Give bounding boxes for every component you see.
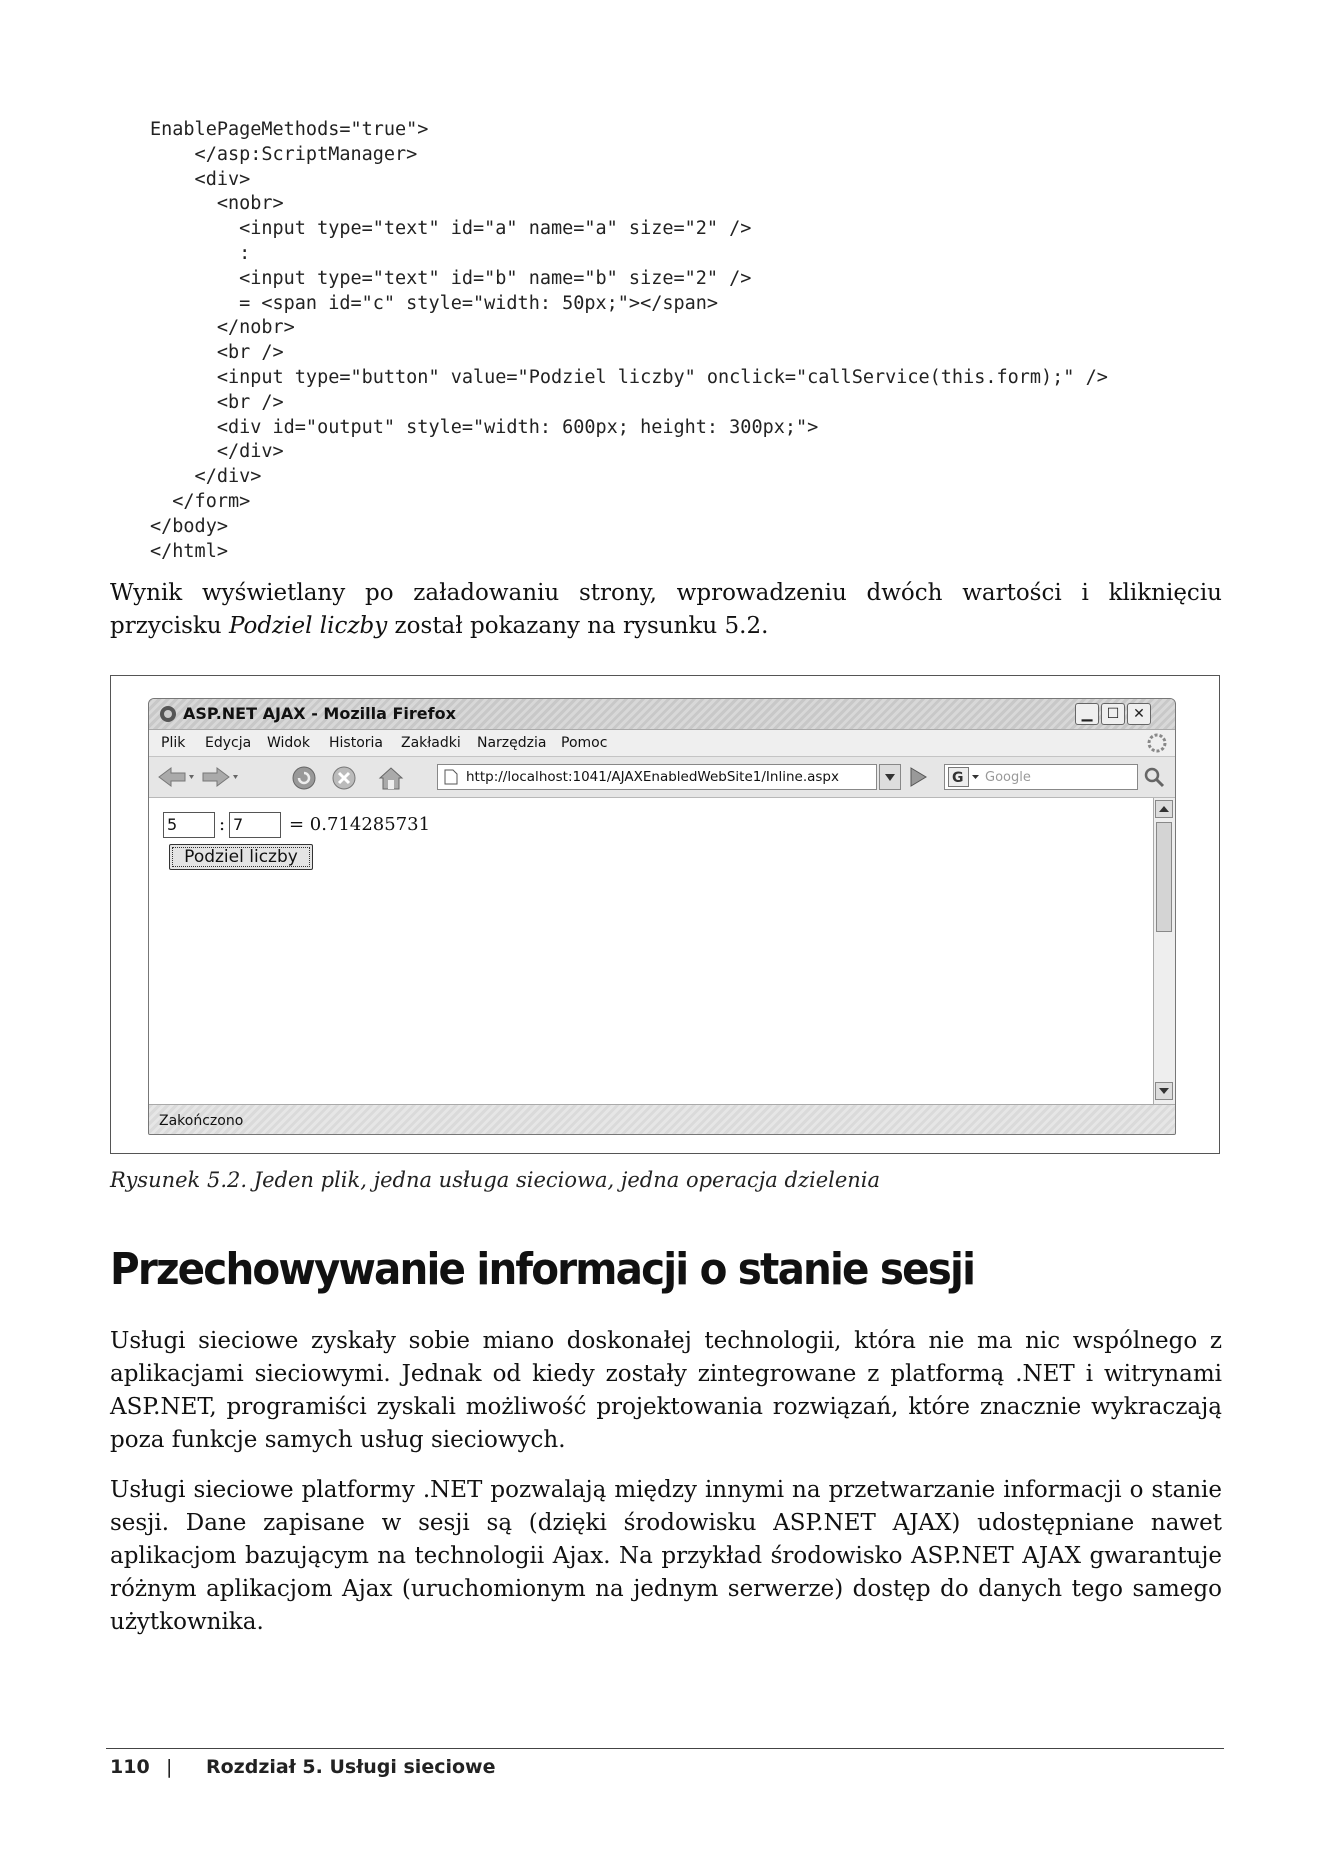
code-line: <nobr> (216, 193, 284, 215)
podziel-liczby-button[interactable]: Podziel liczby (169, 844, 313, 870)
code-line: : (239, 242, 251, 264)
scroll-up-icon[interactable] (1155, 800, 1173, 818)
menu-pomoc[interactable]: Pomoc (561, 735, 608, 751)
code-line: </nobr> (216, 317, 295, 339)
url-bar[interactable] (437, 764, 877, 790)
firefox-window (148, 698, 1176, 1135)
menu-historia[interactable]: Historia (329, 735, 383, 751)
google-engine-icon[interactable] (948, 767, 982, 787)
url-dropdown-icon[interactable] (879, 764, 901, 790)
input-a[interactable]: 5 (163, 812, 215, 838)
search-placeholder: Google (985, 770, 1031, 785)
footer-separator: | (166, 1756, 173, 1778)
separator-colon: : (219, 814, 226, 835)
section-heading: Przechowywanie informacji o stanie sesji (110, 1244, 975, 1295)
page-content (149, 798, 1153, 1104)
code-line: EnablePageMethods="true"> (150, 119, 429, 140)
page-icon (444, 769, 458, 785)
code-line: </body> (150, 515, 228, 537)
code-line: <div id="output" style="width: 600px; height: 300px;"> (216, 416, 819, 438)
code-line: </form> (172, 490, 251, 512)
code-line: </asp:ScriptManager> (194, 143, 418, 165)
chapter-title: Rozdział 5. Usługi sieciowe (206, 1756, 496, 1778)
status-bar (149, 1104, 1175, 1135)
forward-icon[interactable] (201, 765, 239, 789)
navigation-toolbar (149, 757, 1175, 798)
code-line: </div> (216, 441, 284, 463)
menu-zakladki[interactable]: Zakładki (401, 735, 461, 751)
paragraph-1: Usługi sieciowe zyskały sobie miano doskonałej technologii, która nie ma nic wspólnego z aplikacjami sieciowymi. Jednak od kiedy zostały zintegrowane z platformą .NET i witrynami ASP.NET, programiści zyskali możliwość projektowania rozwiązań, które znacznie wykraczają poza funkcje samych usług sieciowych. (110, 1328, 1222, 1453)
minimize-button[interactable]: ▁ (1075, 703, 1099, 725)
code-listing (150, 118, 1108, 564)
menu-plik[interactable]: Plik (161, 735, 186, 751)
code-line: <br /> (216, 391, 284, 413)
button-name-emphasis: Podziel liczby (228, 613, 388, 639)
code-line: <input type="text" id="a" name="a" size="2" /> (239, 218, 752, 240)
code-line: </div> (194, 466, 262, 488)
vertical-scrollbar[interactable] (1153, 798, 1175, 1104)
firefox-icon (159, 705, 177, 723)
stop-icon[interactable] (331, 765, 357, 791)
reload-icon[interactable] (291, 765, 317, 791)
result-text: = 0.714285731 (289, 814, 431, 835)
input-b[interactable]: 7 (229, 812, 281, 838)
code-line: <input type="text" id="b" name="b" size="2" /> (239, 267, 752, 289)
footer-rule (106, 1748, 1224, 1749)
figure-caption: Rysunek 5.2. Jeden plik, jedna usługa sieciowa, jedna operacja dzielenia (110, 1168, 881, 1192)
back-icon[interactable] (157, 765, 195, 789)
maximize-button[interactable]: ☐ (1101, 703, 1125, 725)
status-text: Zakończono (159, 1113, 244, 1129)
url-text: http://localhost:1041/AJAXEnabledWebSite1/Inline.aspx (466, 769, 839, 785)
search-bar[interactable] (944, 764, 1138, 790)
menu-bar (149, 730, 1175, 757)
code-line: <br /> (216, 342, 284, 364)
window-title: ASP.NET AJAX - Mozilla Firefox (183, 704, 456, 723)
scroll-down-icon[interactable] (1155, 1082, 1173, 1100)
code-line: = <span id="c" style="width: 50px;"></span> (239, 292, 719, 314)
title-bar (149, 699, 1175, 730)
close-button[interactable]: ✕ (1127, 703, 1151, 725)
intro-paragraph: Wynik wyświetlany po załadowaniu strony, wprowadzeniu dwóch wartości i kliknięciu przycisku Podziel liczby został pokazany na rysunku 5.2. (110, 580, 1222, 639)
home-icon[interactable] (377, 765, 405, 791)
scroll-thumb[interactable] (1156, 822, 1172, 932)
menu-narzedzia[interactable]: Narzędzia (477, 735, 547, 751)
go-icon[interactable] (905, 764, 931, 790)
search-icon[interactable] (1142, 765, 1168, 789)
svg-text:G: G (952, 770, 964, 786)
paragraph-2: Usługi sieciowe platformy .NET pozwalają między innymi na przetwarzanie informacji o stanie sesji. Dane zapisane w sesji są (dzięki środowisku ASP.NET AJAX) udostępniane nawet aplikacjom bazującym na technologii Ajax. Na przykład środowisko ASP.NET AJAX gwarantuje różnym aplikacjom Ajax (uruchomionym na jednym serwerze) dostęp do danych tego samego użytkownika. (110, 1477, 1222, 1635)
code-line: <input type="button" value="Podziel liczby" onclick="callService(this.form);" /> (216, 366, 1108, 388)
code-line: <div> (194, 168, 251, 190)
code-line: </html> (150, 540, 228, 562)
menu-edycja[interactable]: Edycja (205, 735, 252, 751)
menu-widok[interactable]: Widok (267, 735, 310, 751)
page-number: 110 (110, 1756, 150, 1778)
throbber-icon (1147, 733, 1167, 753)
